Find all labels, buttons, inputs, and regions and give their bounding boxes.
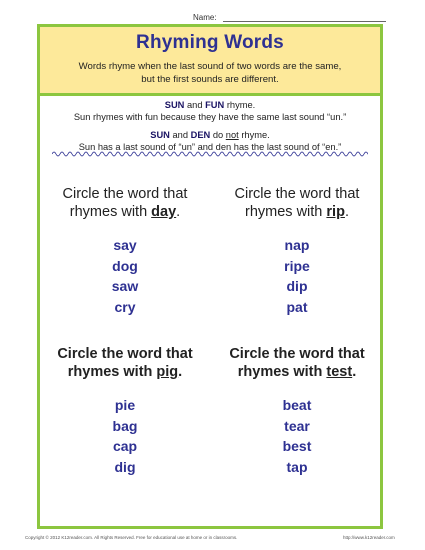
word-option[interactable]: dip <box>286 278 308 294</box>
word-option[interactable]: cry <box>114 298 136 315</box>
copyright-text: Copyright © 2012 K12reader.com. All Rights Reserved. Free for educational use at home or in classrooms. <box>25 535 238 540</box>
example-word: SUN <box>150 130 170 140</box>
question-2 <box>212 185 382 317</box>
worksheet-frame <box>37 24 383 529</box>
connector: do <box>212 130 224 140</box>
example-word: FUN <box>205 100 225 110</box>
intro-line-1: Words rhyme when the last sound of two words are the same, <box>78 61 342 72</box>
connector: rhyme. <box>226 100 256 110</box>
name-label: Name: <box>193 13 217 22</box>
word-option[interactable]: pie <box>114 397 136 413</box>
word-option[interactable]: tap <box>286 458 308 475</box>
word-option[interactable]: say <box>113 237 137 253</box>
intro-text <box>40 60 380 86</box>
word-option[interactable]: nap <box>284 237 310 253</box>
word-options <box>40 395 210 477</box>
target-word: pig <box>156 364 179 380</box>
example-rhyme <box>40 99 380 123</box>
example-word: DEN <box>190 130 211 140</box>
target-word: rip <box>326 204 345 220</box>
target-word: day <box>151 204 177 220</box>
word-option[interactable]: saw <box>111 278 139 294</box>
word-option[interactable]: bag <box>112 417 138 434</box>
word-option[interactable]: ripe <box>284 257 310 274</box>
wavy-divider <box>52 149 368 159</box>
example-explanation: Sun rhymes with fun because they have the same last sound “un.” <box>73 112 347 122</box>
question-prompt: Circle the word that rhymes with pig. <box>57 346 193 380</box>
word-options <box>212 395 382 477</box>
word-options <box>212 235 382 317</box>
example-explanation: Sun has a last sound of “un” and den has the last sound of “en.” <box>78 142 342 152</box>
question-1 <box>40 185 210 317</box>
word-options <box>40 235 210 317</box>
intro-line-2: but the first sounds are different. <box>141 74 279 85</box>
name-line[interactable] <box>223 12 386 22</box>
connector: and <box>172 130 189 140</box>
header-box <box>40 27 380 96</box>
word-option[interactable]: best <box>282 438 312 454</box>
connector: and <box>187 100 203 110</box>
question-4 <box>212 345 382 477</box>
target-word: test <box>326 364 353 380</box>
example-word: SUN <box>164 100 185 110</box>
question-prompt: Circle the word that rhymes with day. <box>62 186 188 220</box>
word-option[interactable]: cap <box>112 438 138 454</box>
question-3 <box>40 345 210 477</box>
connector: rhyme. <box>241 130 270 140</box>
word-option[interactable]: tear <box>284 417 310 434</box>
emphasis-not: not <box>225 130 239 140</box>
question-prompt: Circle the word that rhymes with test. <box>229 346 365 380</box>
word-option[interactable]: dig <box>114 458 136 475</box>
worksheet-title: Rhyming Words <box>136 32 284 53</box>
word-option[interactable]: pat <box>286 298 308 315</box>
word-option[interactable]: dog <box>112 257 138 274</box>
question-prompt: Circle the word that rhymes with rip. <box>234 186 360 220</box>
site-url[interactable]: http://www.k12reader.com <box>343 535 395 540</box>
word-option[interactable]: beat <box>282 397 312 413</box>
name-field[interactable] <box>193 12 386 22</box>
